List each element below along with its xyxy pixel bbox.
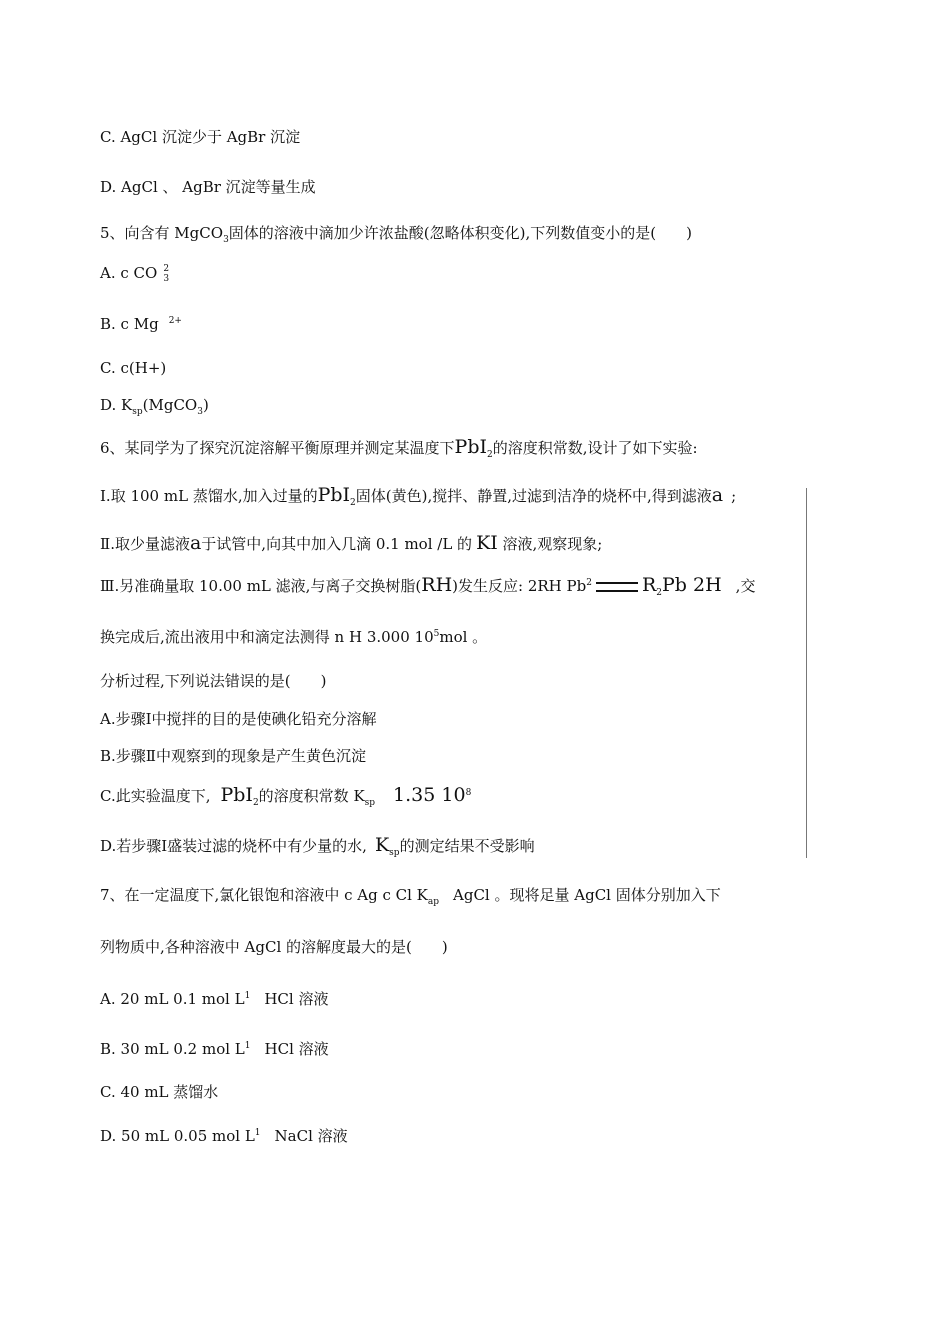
q6-step-1 <box>100 484 736 508</box>
q6-option-d-text: D.若步骤Ⅰ盛装过滤的烧杯中有少量的水, <box>100 837 367 855</box>
q5-option-d-sub1: sp <box>132 407 143 417</box>
q6-step-3-rsub: 2 <box>656 588 663 598</box>
q5-option-d-text: D. K <box>100 396 133 414</box>
equilibrium-arrow-icon <box>596 582 638 592</box>
q7-option-b-text: B. 30 mL 0.2 mol L <box>100 1040 245 1058</box>
q5-option-b-sup: 2+ <box>168 316 182 326</box>
q5-stem-text: 5、向含有 MgCO <box>100 224 224 242</box>
q6-step-3-line2 <box>100 626 487 647</box>
q5-stem-text-2: 固体的溶液中滴加少许浓盐酸(忽略体积变化),下列数值变小的是( ) <box>228 224 692 242</box>
q6-step-3-text-3: ,交 <box>735 577 756 595</box>
q6-step-3-sup: 2 <box>586 578 592 588</box>
q6-option-c-ksub: sp <box>364 798 376 808</box>
q5-option-a <box>100 264 169 284</box>
q6-step-1-sub: 2 <box>350 498 356 508</box>
q6-option-c-sup: 8 <box>465 788 472 798</box>
q4-option-d: D. AgCl 、 AgBr 沉淀等量生成 <box>100 178 316 196</box>
q7-option-b <box>100 1038 329 1059</box>
q6-step-1-a: a <box>711 484 724 506</box>
q7-option-d-sup: 1 <box>254 1128 261 1138</box>
q6-step-2 <box>100 532 602 554</box>
q5-stem <box>100 222 692 245</box>
q6-stem-text: 6、某同学为了探究沉淀溶解平衡原理并测定某温度下 <box>100 439 455 457</box>
q6-stem-pbi: PbI <box>454 436 487 458</box>
q7-option-d-text-2: NaCl 溶液 <box>274 1127 348 1145</box>
q5-option-a-sup: 2 <box>163 264 170 274</box>
q6-option-d <box>100 834 535 858</box>
q6-option-c <box>100 784 471 808</box>
q6-step-3-text: Ⅲ.另准确量取 10.00 mL 滤液,与离子交换树脂( <box>100 577 422 595</box>
q5-option-a-sub: 3 <box>163 274 170 284</box>
q7-stem-text-2: AgCl 。现将足量 AgCl 固体分别加入下 <box>453 886 721 904</box>
q6-step-3 <box>100 574 755 598</box>
q4-option-c: C. AgCl 沉淀少于 AgBr 沉淀 <box>100 128 301 146</box>
q5-stem-sub: 3 <box>223 235 229 245</box>
margin-divider <box>806 488 807 858</box>
q6-option-d-k: K <box>374 834 390 856</box>
q6-question: 分析过程,下列说法错误的是( ) <box>100 672 327 690</box>
q6-step-3-line2-text-2: mol 。 <box>439 628 488 646</box>
q6-step-1-text: Ⅰ.取 100 mL 蒸馏水,加入过量的 <box>100 487 318 505</box>
q7-option-a-sup: 1 <box>244 991 251 1001</box>
q7-stem-sub: ap <box>427 897 440 907</box>
q5-option-d-text-3: ) <box>202 396 209 414</box>
q5-option-b-text: B. c Mg <box>100 315 159 333</box>
q7-stem-text: 7、在一定温度下,氯化银饱和溶液中 c Ag c Cl K <box>100 886 428 904</box>
q7-option-a-text-2: HCl 溶液 <box>264 990 329 1008</box>
q6-option-a: A.步骤Ⅰ中搅拌的目的是使碘化铅充分溶解 <box>100 710 377 728</box>
q5-option-c: C. c(H+) <box>100 359 167 377</box>
q6-step-1-text-2: 固体(黄色),搅拌、静置,过滤到洁净的烧杯中,得到滤液 <box>355 487 712 505</box>
q6-step-2-text-3: 溶液,观察现象; <box>497 535 603 553</box>
q7-option-a-text: A. 20 mL 0.1 mol L <box>100 990 245 1008</box>
q7-option-b-text-2: HCl 溶液 <box>264 1040 329 1058</box>
q6-step-2-a: a <box>189 532 202 554</box>
q5-option-d <box>100 396 209 417</box>
q6-step-1-end: ; <box>731 487 737 505</box>
q6-option-c-pbi: PbI <box>220 784 253 806</box>
q5-option-d-text-2: (MgCO <box>142 396 198 414</box>
q7-option-b-sup: 1 <box>244 1041 251 1051</box>
q6-stem-text-2: 的溶度积常数,设计了如下实验: <box>492 439 698 457</box>
q6-step-2-text: Ⅱ.取少量滤液 <box>100 535 190 553</box>
q7-option-a <box>100 988 328 1009</box>
q6-stem-sub: 2 <box>487 450 493 460</box>
q6-step-2-ki: KI <box>476 532 498 554</box>
q6-step-3-product: Pb 2H <box>662 574 722 596</box>
q7-option-d <box>100 1125 348 1146</box>
q6-step-3-line2-sup: 5 <box>433 629 440 639</box>
q5-option-d-sub2: 3 <box>197 407 203 417</box>
q6-step-1-pbi: PbI <box>317 484 351 506</box>
q7-option-d-text: D. 50 mL 0.05 mol L <box>100 1127 255 1145</box>
q6-option-c-value: 1.35 10 <box>393 784 466 806</box>
q7-option-c: C. 40 mL 蒸馏水 <box>100 1083 219 1101</box>
q6-option-b: B.步骤Ⅱ中观察到的现象是产生黄色沉淀 <box>100 747 366 765</box>
q6-option-d-text-2: 的测定结果不受影响 <box>399 837 535 855</box>
q5-option-b <box>100 315 182 333</box>
q5-option-a-text: A. c CO <box>100 264 158 282</box>
q6-step-2-text-2: 于试管中,向其中加入几滴 0.1 mol /L 的 <box>201 535 473 553</box>
q6-option-c-text: C.此实验温度下, <box>100 787 211 805</box>
q6-option-c-text-2: 的溶度积常数 K <box>258 787 365 805</box>
q6-step-3-r: R <box>641 574 657 596</box>
q6-option-d-ksub: sp <box>389 848 400 858</box>
q6-step-3-line2-text: 换完成后,流出液用中和滴定法测得 n H 3.000 10 <box>100 628 434 646</box>
q7-stem-line2: 列物质中,各种溶液中 AgCl 的溶解度最大的是( ) <box>100 938 448 956</box>
q6-step-3-rh: RH <box>421 574 453 596</box>
q7-stem <box>100 884 721 907</box>
q6-step-3-text-2: )发生反应: 2RH Pb <box>452 577 587 595</box>
q6-option-c-sub: 2 <box>252 798 259 808</box>
q6-stem <box>100 436 698 460</box>
